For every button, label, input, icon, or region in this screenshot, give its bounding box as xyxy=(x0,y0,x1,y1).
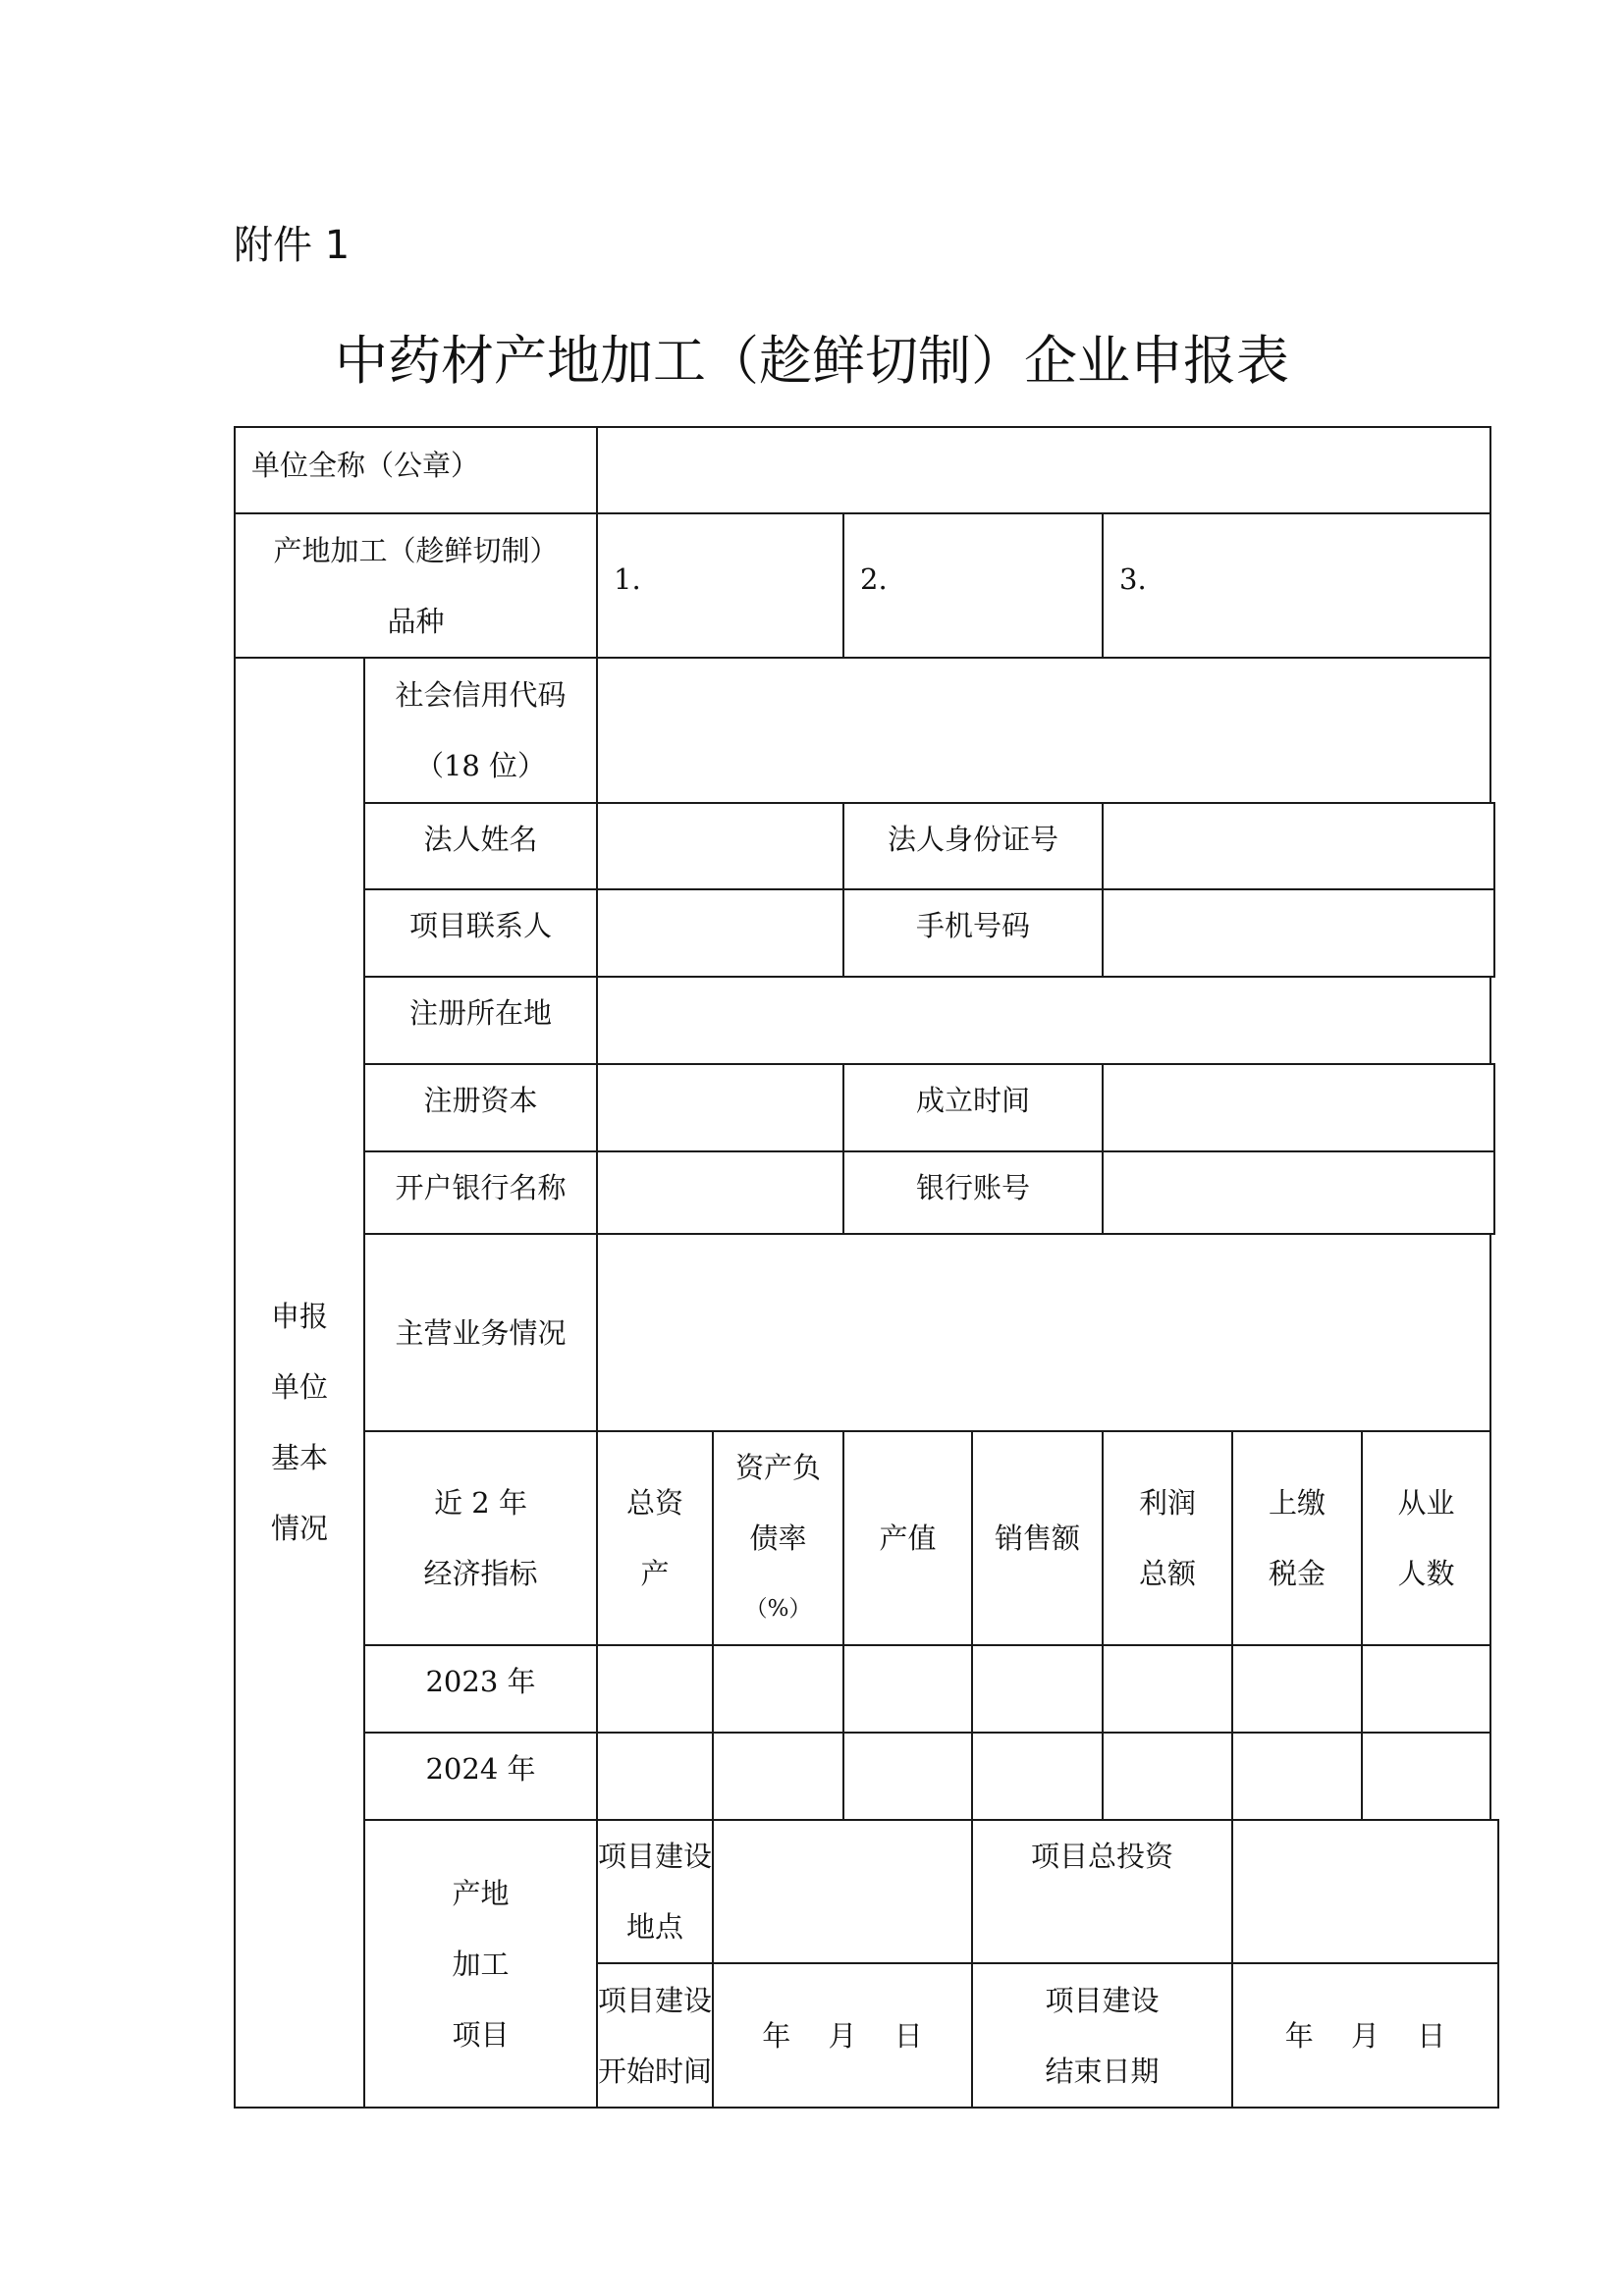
cell-2023-staff[interactable] xyxy=(1362,1645,1490,1733)
investment-label: 项目总投资 xyxy=(972,1820,1232,1963)
start-label-line-1: 项目建设 xyxy=(598,1983,713,2017)
credit-code-label-line-2: （18 位） xyxy=(414,749,547,782)
cell-2024-debt-ratio[interactable] xyxy=(713,1733,843,1820)
section-char: 项目 xyxy=(452,2017,510,2052)
cell-2024-sales[interactable] xyxy=(972,1733,1103,1820)
econ-label-line-2: 经济指标 xyxy=(423,1557,538,1590)
legal-name-field[interactable] xyxy=(597,803,843,889)
col-sales: 销售额 xyxy=(972,1431,1103,1645)
credit-code-field[interactable] xyxy=(597,658,1490,803)
col-line: 资产负 xyxy=(735,1451,822,1484)
legal-id-field[interactable] xyxy=(1103,803,1494,889)
variety-label-line-2: 品种 xyxy=(387,604,445,638)
cell-2023-sales[interactable] xyxy=(972,1645,1103,1733)
start-date-field[interactable]: 年 月 日 xyxy=(713,1963,972,2108)
col-line: 利润 xyxy=(1139,1486,1197,1520)
cell-2023-profit[interactable] xyxy=(1103,1645,1232,1733)
section-char: 加工 xyxy=(452,1947,510,1981)
attachment-label: 附件 1 xyxy=(234,223,351,268)
unit-name-field[interactable] xyxy=(597,427,1490,513)
end-label-line-2: 结束日期 xyxy=(1045,2054,1160,2088)
col-line: 上缴 xyxy=(1269,1486,1326,1520)
unit-name-label: 单位全称（公章） xyxy=(235,427,597,513)
site-label: 项目建设地点 xyxy=(597,1820,713,1963)
col-line: 总资 xyxy=(626,1486,684,1520)
section-char: 单位 xyxy=(270,1369,328,1404)
reg-capital-label: 注册资本 xyxy=(364,1064,597,1151)
variety-label xyxy=(235,513,597,658)
cell-2024-output[interactable] xyxy=(843,1733,972,1820)
site-field[interactable] xyxy=(713,1820,972,1963)
contact-label: 项目联系人 xyxy=(364,889,597,977)
end-label-line-1: 项目建设 xyxy=(1045,1983,1160,2017)
variety-label-line-1: 产地加工（趁鲜切制） xyxy=(273,533,559,567)
cell-2024-total-assets[interactable] xyxy=(597,1733,713,1820)
bank-account-field[interactable] xyxy=(1103,1151,1494,1234)
year-2024-label: 2024 年 xyxy=(364,1733,597,1820)
bank-name-field[interactable] xyxy=(597,1151,843,1234)
reg-location-field[interactable] xyxy=(597,977,1490,1064)
cell-2024-staff[interactable] xyxy=(1362,1733,1490,1820)
cell-2024-tax[interactable] xyxy=(1232,1733,1362,1820)
cell-2023-total-assets[interactable] xyxy=(597,1645,713,1733)
col-line: 债率 xyxy=(749,1522,807,1555)
section-char: 情况 xyxy=(270,1511,328,1545)
variety-field-3[interactable]: 3. xyxy=(1103,513,1490,658)
econ-indicator-label xyxy=(364,1431,597,1645)
variety-field-1[interactable]: 1. xyxy=(597,513,843,658)
credit-code-label xyxy=(364,658,597,803)
econ-label-line-1: 近 2 年 xyxy=(434,1486,527,1520)
main-business-label: 主营业务情况 xyxy=(364,1234,597,1431)
start-date-label xyxy=(597,1963,713,2108)
col-staff xyxy=(1362,1431,1490,1645)
col-output: 产值 xyxy=(843,1431,972,1645)
col-line: 税金 xyxy=(1269,1557,1326,1590)
col-line: 人数 xyxy=(1397,1557,1455,1590)
reg-capital-field[interactable] xyxy=(597,1064,843,1151)
basic-info-section-label xyxy=(235,658,364,2108)
cell-2023-output[interactable] xyxy=(843,1645,972,1733)
col-profit xyxy=(1103,1431,1232,1645)
phone-label: 手机号码 xyxy=(843,889,1103,977)
section-char: 产地 xyxy=(452,1876,510,1910)
established-field[interactable] xyxy=(1103,1064,1494,1151)
page-title: 中药材产地加工（趁鲜切制）企业申报表 xyxy=(335,330,1289,392)
bank-name-label: 开户银行名称 xyxy=(364,1151,597,1234)
legal-id-label: 法人身份证号 xyxy=(843,803,1103,889)
cell-2023-debt-ratio[interactable] xyxy=(713,1645,843,1733)
year-2023-label: 2023 年 xyxy=(364,1645,597,1733)
phone-field[interactable] xyxy=(1103,889,1494,977)
end-date-field[interactable]: 年 月 日 xyxy=(1232,1963,1498,2108)
col-total-assets xyxy=(597,1431,713,1645)
col-tax xyxy=(1232,1431,1362,1645)
col-line: 从业 xyxy=(1397,1486,1455,1520)
cell-2024-profit[interactable] xyxy=(1103,1733,1232,1820)
col-line: 产 xyxy=(640,1557,670,1590)
investment-field[interactable] xyxy=(1232,1820,1498,1963)
established-label: 成立时间 xyxy=(843,1064,1103,1151)
main-business-field[interactable] xyxy=(597,1234,1490,1431)
start-label-line-2: 开始时间 xyxy=(598,2054,713,2088)
col-debt-ratio xyxy=(713,1431,843,1645)
cell-2023-tax[interactable] xyxy=(1232,1645,1362,1733)
legal-name-label: 法人姓名 xyxy=(364,803,597,889)
application-form xyxy=(234,426,1499,2109)
bank-account-label: 银行账号 xyxy=(843,1151,1103,1234)
credit-code-label-line-1: 社会信用代码 xyxy=(395,678,567,712)
section-char: 申报 xyxy=(270,1299,328,1333)
contact-field[interactable] xyxy=(597,889,843,977)
project-section-label xyxy=(364,1820,597,2108)
reg-location-label: 注册所在地 xyxy=(364,977,597,1064)
variety-field-2[interactable]: 2. xyxy=(843,513,1103,658)
col-line: （%） xyxy=(744,1596,812,1622)
section-char: 基本 xyxy=(270,1440,328,1474)
col-line: 总额 xyxy=(1139,1557,1197,1590)
end-date-label xyxy=(972,1963,1232,2108)
